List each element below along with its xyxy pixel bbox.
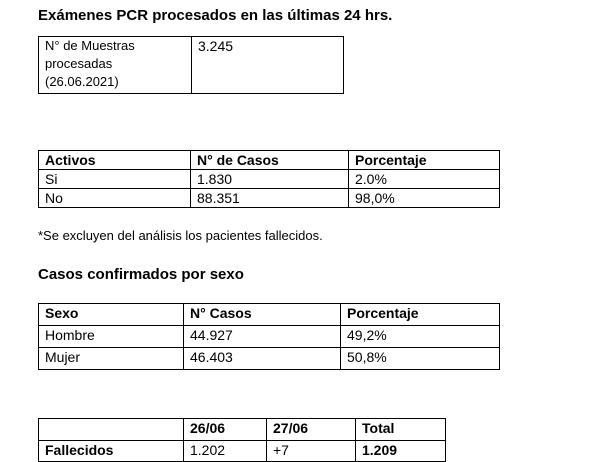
samples-value: 3.245 <box>192 37 344 94</box>
row-label: Fallecidos <box>39 441 184 462</box>
table-row <box>39 348 500 370</box>
header-cell-empty <box>39 419 184 441</box>
table-header-row <box>39 304 500 326</box>
samples-label-line-1: N° de Muestras <box>45 38 135 53</box>
header-cell: Sexo <box>39 304 184 326</box>
table-cell: 44.927 <box>184 326 341 348</box>
table-cell: 1.830 <box>191 170 349 189</box>
table-cell: Mujer <box>39 348 184 370</box>
table-row <box>39 441 446 462</box>
table-cell: 50,8% <box>341 348 500 370</box>
table-row <box>39 189 500 208</box>
table-row <box>39 37 344 94</box>
pcr-section-title: Exámenes PCR procesados en las últimas 24 hrs. <box>38 7 393 24</box>
pcr-samples-table <box>38 36 344 94</box>
table-cell: 2.0% <box>349 170 500 189</box>
header-cell: Activos <box>39 151 191 170</box>
samples-label <box>39 37 192 94</box>
table-row <box>39 170 500 189</box>
samples-label-line-3: (26.06.2021) <box>45 74 119 89</box>
active-cases-table <box>38 150 500 208</box>
table-row <box>39 326 500 348</box>
header-cell: Total <box>356 419 446 441</box>
header-cell: 27/06 <box>267 419 356 441</box>
table-cell: 49,2% <box>341 326 500 348</box>
table-header-row <box>39 151 500 170</box>
table-cell: +7 <box>267 441 356 462</box>
header-cell: N° de Casos <box>191 151 349 170</box>
table-header-row <box>39 419 446 441</box>
samples-label-line-2: procesadas <box>45 56 113 71</box>
header-cell: Porcentaje <box>349 151 500 170</box>
header-cell: Porcentaje <box>341 304 500 326</box>
table-cell: 88.351 <box>191 189 349 208</box>
deaths-table <box>38 418 446 462</box>
sex-section-title: Casos confirmados por sexo <box>38 266 244 283</box>
table-cell: Hombre <box>39 326 184 348</box>
header-cell: N° Casos <box>184 304 341 326</box>
table-cell: Si <box>39 170 191 189</box>
footnote: *Se excluyen del análisis los pacientes fallecidos. <box>38 228 323 243</box>
table-cell: 1.202 <box>184 441 267 462</box>
header-cell: 26/06 <box>184 419 267 441</box>
table-cell: 46.403 <box>184 348 341 370</box>
table-cell: No <box>39 189 191 208</box>
table-cell: 98,0% <box>349 189 500 208</box>
cases-by-sex-table <box>38 303 500 370</box>
total-cell: 1.209 <box>356 441 446 462</box>
